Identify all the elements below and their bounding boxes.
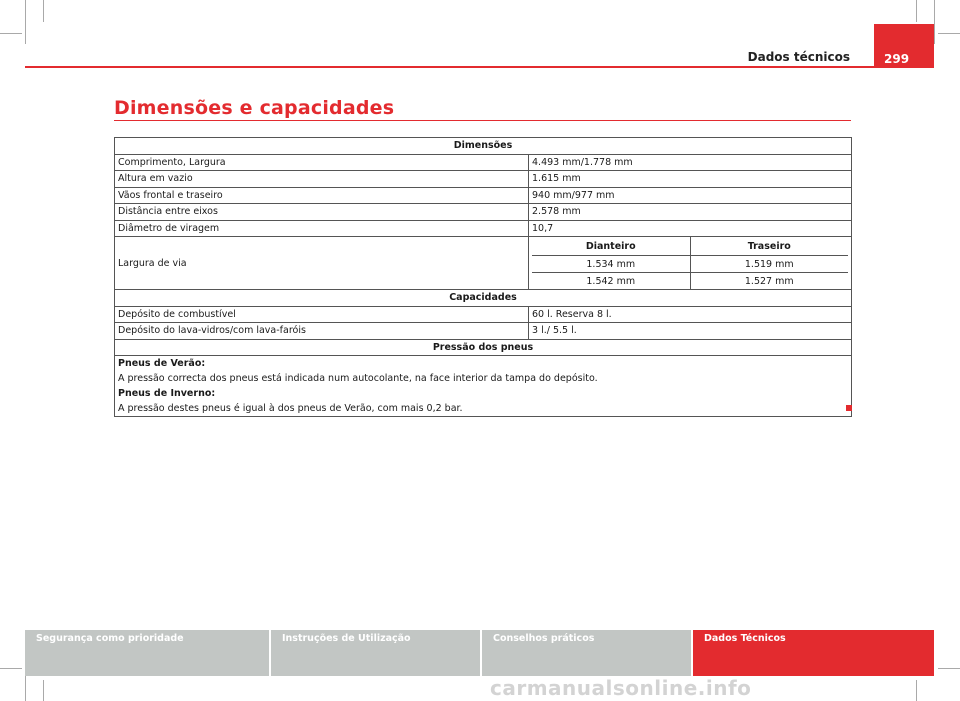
specifications-table — [114, 137, 852, 417]
table-row — [115, 306, 852, 323]
track-subtable — [532, 237, 848, 289]
winter-tires-heading: Pneus de Inverno: — [118, 388, 216, 399]
rear-track-value: 1.527 mm — [690, 273, 848, 290]
table-row — [115, 356, 852, 417]
table-row — [115, 220, 852, 237]
tire-pressure-notes — [115, 356, 852, 417]
row-label: Comprimento, Largura — [115, 154, 529, 171]
row-label: Vãos frontal e traseiro — [115, 187, 529, 204]
tab-practical-tips[interactable]: Conselhos práticos — [482, 630, 691, 676]
crop-mark — [43, 0, 44, 22]
table-row — [115, 204, 852, 221]
rear-track-value: 1.519 mm — [690, 256, 848, 273]
running-header: Dados técnicos — [747, 50, 850, 64]
crop-mark — [25, 0, 26, 44]
row-label: Depósito de combustível — [115, 306, 529, 323]
table-row — [115, 339, 852, 356]
table-row — [115, 154, 852, 171]
table-row — [115, 290, 852, 307]
winter-tires-text: A pressão destes pneus é igual à dos pneus de Verão, com mais 0,2 bar. — [118, 403, 463, 414]
title-rule — [114, 120, 851, 121]
rear-axle-heading: Traseiro — [690, 237, 848, 256]
front-axle-heading: Dianteiro — [585, 240, 636, 252]
row-label: Altura em vazio — [115, 171, 529, 188]
capacities-heading: Capacidades — [115, 290, 852, 307]
table-row — [115, 187, 852, 204]
front-track-value: 1.542 mm — [532, 273, 690, 290]
row-label: Depósito do lava-vidros/com lava-faróis — [115, 323, 529, 340]
tire-pressure-heading: Pressão dos pneus — [115, 339, 852, 356]
track-label: Largura de via — [115, 237, 529, 290]
table-row — [115, 323, 852, 340]
crop-mark — [938, 33, 960, 34]
tab-operating-instructions[interactable]: Instruções de Utilização — [271, 630, 480, 676]
table-row — [115, 171, 852, 188]
tab-technical-data[interactable]: Dados Técnicos — [693, 630, 934, 676]
page-number: 299 — [874, 24, 934, 66]
track-values — [529, 237, 852, 290]
row-value: 3 l./ 5.5 l. — [529, 323, 852, 340]
chapter-tabs — [25, 630, 934, 676]
crop-mark — [43, 680, 44, 701]
row-label: Distância entre eixos — [115, 204, 529, 221]
crop-mark — [0, 668, 22, 669]
crop-mark — [916, 0, 917, 22]
row-value: 940 mm/977 mm — [529, 187, 852, 204]
table-row — [115, 237, 852, 290]
crop-mark — [0, 33, 22, 34]
tab-safety[interactable]: Segurança como prioridade — [25, 630, 269, 676]
row-value: 1.615 mm — [529, 171, 852, 188]
crop-mark — [934, 0, 935, 44]
row-value: 10,7 — [529, 220, 852, 237]
row-value: 60 l. Reserva 8 l. — [529, 306, 852, 323]
section-end-marker — [846, 405, 852, 411]
summer-tires-heading: Pneus de Verão: — [118, 358, 206, 369]
summer-tires-text: A pressão correcta dos pneus está indicada num autocolante, na face interior da tampa do depósito. — [118, 373, 598, 384]
table-row — [115, 138, 852, 155]
crop-mark — [938, 668, 960, 669]
front-track-value: 1.534 mm — [532, 256, 690, 273]
row-value: 2.578 mm — [529, 204, 852, 221]
dimensions-heading: Dimensões — [115, 138, 852, 155]
page-title: Dimensões e capacidades — [114, 97, 395, 119]
row-value: 4.493 mm/1.778 mm — [529, 154, 852, 171]
watermark: carmanualsonline.info — [490, 676, 752, 700]
row-label: Diâmetro de viragem — [115, 220, 529, 237]
header-rule — [25, 66, 934, 68]
